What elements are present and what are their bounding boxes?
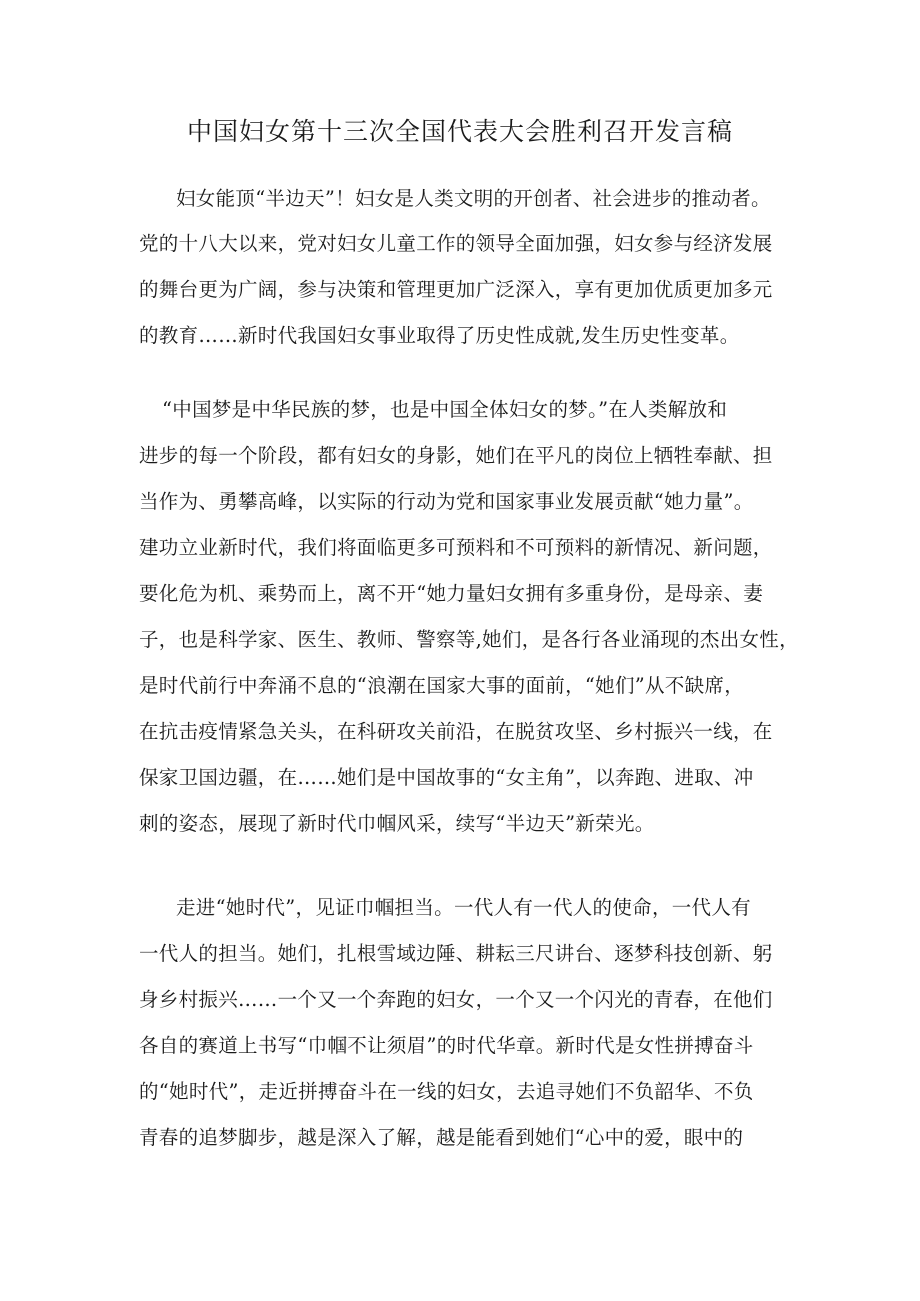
paragraph-3-line-6: 青春的追梦脚步，越是深入了解，越是能看到她们“心中的爱，眼中的 [139, 1126, 744, 1149]
paragraph-1-line-4: 的教育……新时代我国妇女事业取得了历史性成就,发生历史性变革。 [139, 324, 740, 347]
paragraph-2-line-8: 在抗击疫情紧急关头，在科研攻关前沿，在脱贫攻坚、乡村振兴一线，在 [139, 720, 773, 743]
paragraph-1-line-1: 妇女能顶“半边天”！妇女是人类文明的开创者、社会进步的推动者。 [176, 187, 771, 210]
paragraph-1-line-2: 党的十八大以来，党对妇女儿童工作的领导全面加强，妇女参与经济发展 [139, 232, 773, 255]
paragraph-3-line-4: 各自的赛道上书写“巾帼不让须眉”的时代华章。新时代是女性拼搏奋斗 [139, 1034, 754, 1057]
paragraph-2-line-5: 要化危为机、乘势而上，离不开“她力量妇女拥有多重身份，是母亲、妻 [139, 582, 764, 605]
paragraph-2-line-2: 进步的每一个阶段，都有妇女的身影，她们在平凡的岗位上牺牲奉献、担 [139, 444, 773, 467]
paragraph-3-line-1: 走进“她时代”，见证巾帼担当。一代人有一代人的使命，一代人有 [176, 896, 751, 919]
paragraph-3-line-2: 一代人的担当。她们，扎根雪域边陲、耕耘三尺讲台、逐梦科技创新、躬 [139, 942, 773, 965]
paragraph-1-line-3: 的舞台更为广阔，参与决策和管理更加广泛深入，享有更加优质更加多元 [139, 278, 773, 301]
paragraph-3-line-3: 身乡村振兴……一个又一个奔跑的妇女，一个又一个闪光的青春，在他们 [139, 988, 773, 1011]
paragraph-2-line-3: 当作为、勇攀高峰，以实际的行动为党和国家事业发展贡献“她力量”。 [139, 490, 754, 513]
paragraph-2-line-6: 子，也是科学家、医生、教师、警察等,她们，是各行各业涌现的杰出女性， [139, 628, 799, 651]
paragraph-3-line-5: 的“她时代”，走近拼搏奋斗在一线的妇女，去追寻她们不负韶华、不负 [139, 1080, 754, 1103]
paragraph-2-line-10: 刺的姿态，展现了新时代巾帼风采，续写“半边天”新荣光。 [139, 812, 655, 835]
paragraph-2-line-1: “中国梦是中华民族的梦，也是中国全体妇女的梦。”在人类解放和 [162, 398, 728, 421]
paragraph-2-line-7: 是时代前行中奔涌不息的“浪潮在国家大事的面前，“她们”从不缺席， [139, 674, 745, 697]
document-title: 中国妇女第十三次全国代表大会胜利召开发言稿 [186, 117, 733, 146]
paragraph-2-line-4: 建功立业新时代，我们将面临更多可预料和不可预料的新情况、新问题， [139, 536, 773, 559]
paragraph-2-line-9: 保家卫国边疆，在……她们是中国故事的“女主角”，以奔跑、进取、冲 [139, 766, 754, 789]
